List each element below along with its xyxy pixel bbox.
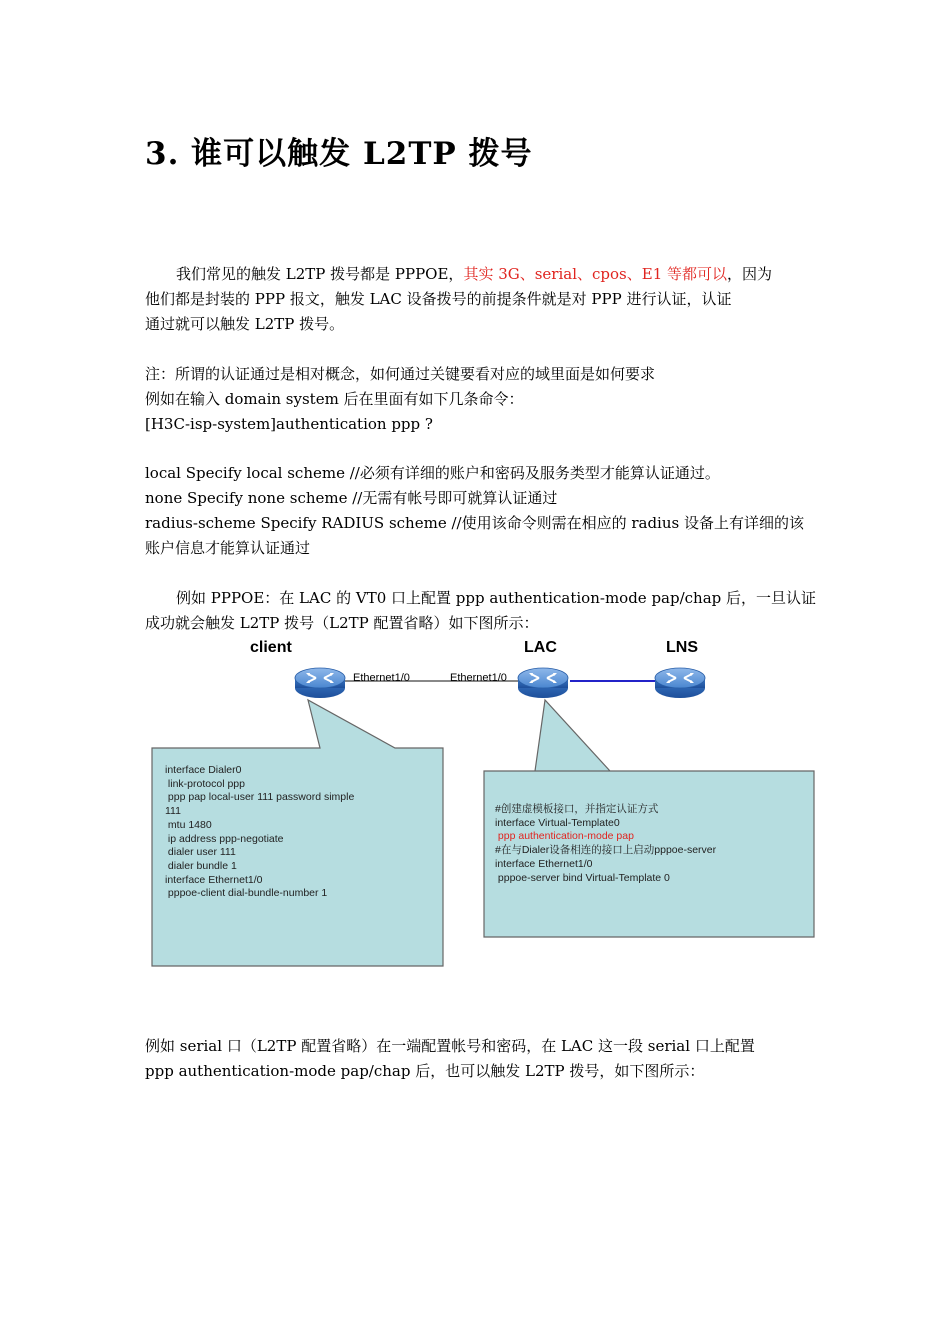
paragraph-intro [145, 262, 810, 337]
example-serial [145, 1034, 810, 1084]
example-pppoe-line-1: 例如 PPPOE：在 LAC 的 VT0 口上配置 ppp authentication-mode pap/chap 后，一旦认证 [176, 589, 817, 607]
example-serial-line-2: ppp authentication-mode pap/chap 后，也可以触发 L2TP 拨号，如下图所示： [145, 1062, 705, 1080]
eth-right-label: Ethernet1/0 [450, 672, 507, 684]
lac-config-block [495, 803, 716, 885]
options-block [145, 461, 810, 561]
option-radius-cont: 账户信息才能算认证通过 [145, 539, 311, 557]
note-line-1: 注：所谓的认证通过是相对概念，如何通过关键要看对应的域里面是如何要求 [145, 365, 656, 383]
option-none: none Specify none scheme //无需有帐号即可就算认证通过 [145, 489, 558, 507]
section-heading: 3. 谁可以触发 L2TP 拨号 [145, 136, 533, 172]
eth-left-label: Ethernet1/0 [353, 672, 410, 684]
client-config-text: interface Dialer0 link-protocol ppp ppp pap local-user 111 password simple 111 mtu 1480 ip address ppp-negotiate dialer user 111 dialer bundle 1 interface Ethernet1/0 pppoe-client dial-bundle-number 1 [165, 764, 355, 900]
example-pppoe-line-2: 成功就会触发 L2TP 拨号（L2TP 配置省略）如下图所示： [145, 614, 539, 632]
network-diagram [145, 630, 825, 980]
example-pppoe [145, 586, 817, 636]
lns-label: LNS [666, 639, 698, 656]
note-block [145, 362, 810, 437]
lac-config-red: ppp authentication-mode pap [495, 830, 634, 843]
intro-line-3: 通过就可以触发 L2TP 拨号。 [145, 315, 345, 333]
intro-text-a: 我们常见的触发 L2TP 拨号都是 PPPOE， [176, 265, 464, 283]
lac-label: LAC [524, 639, 557, 656]
note-line-3: [H3C-isp-system]authentication ppp ? [145, 415, 433, 433]
intro-text-red: 其实 3G、serial、cpos、E1 等都可以 [463, 265, 728, 283]
lac-config-part-1: #创建虚模板接口，并指定认证方式 interface Virtual-Template0 [495, 803, 659, 829]
lac-config-part-2: #在与Dialer设备相连的接口上启动pppoe-server interface Ethernet1/0 pppoe-server bind Virtual-Template 0 [495, 844, 717, 884]
note-line-2: 例如在输入 domain system 后在里面有如下几条命令： [145, 390, 524, 408]
example-serial-line-1: 例如 serial 口（L2TP 配置省略）在一端配置帐号和密码，在 LAC 这一段 serial 口上配置 [145, 1037, 755, 1055]
client-router-icon [295, 668, 345, 698]
intro-text-b: ，因为 [727, 265, 773, 283]
client-label: client [250, 639, 292, 656]
lac-router-icon [518, 668, 568, 698]
option-local: local Specify local scheme //必须有详细的账户和密码及服务类型才能算认证通过。 [145, 464, 720, 482]
intro-line-2: 他们都是封装的 PPP 报文，触发 LAC 设备拨号的前提条件就是对 PPP 进行认证，认证 [145, 290, 732, 308]
option-radius: radius-scheme Specify RADIUS scheme //使用该命令则需在相应的 radius 设备上有详细的该 [145, 514, 804, 532]
lns-router-icon [655, 668, 705, 698]
